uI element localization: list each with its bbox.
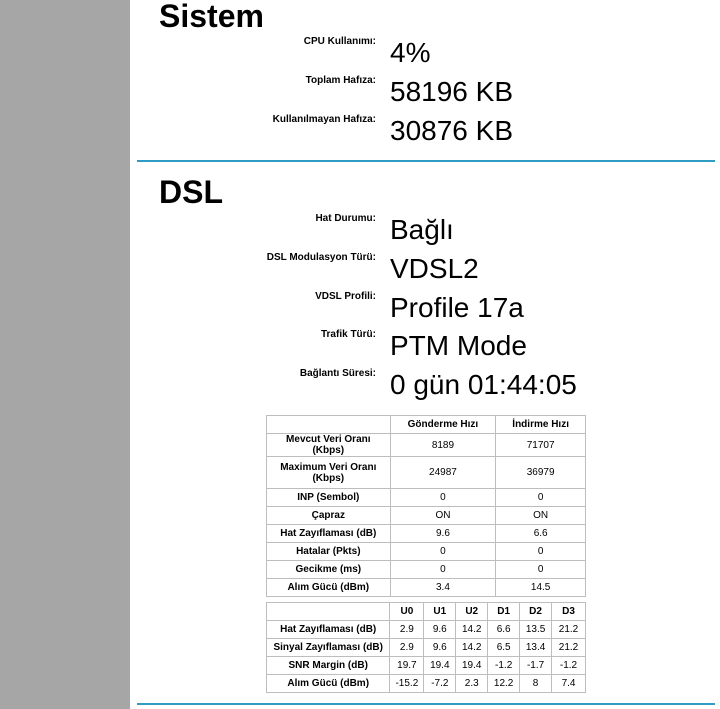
table-cell: 0 [496, 543, 586, 561]
table-cell: 14.5 [496, 579, 586, 597]
modulation-type-row [137, 252, 720, 291]
table-row [267, 525, 586, 543]
table-cell: 9.6 [424, 621, 456, 639]
table-header-cell: U2 [456, 603, 488, 621]
table-header-cell: U0 [390, 603, 424, 621]
table-row [267, 639, 586, 657]
total-memory-row [137, 75, 720, 114]
table-row [267, 675, 586, 693]
table-cell: ON [390, 507, 496, 525]
table-cell: 8189 [390, 434, 496, 457]
table-cell: 0 [496, 561, 586, 579]
table-cell: 19.4 [424, 657, 456, 675]
table-header-cell: D1 [488, 603, 520, 621]
table-row [267, 457, 586, 489]
cpu-usage-value: 4% [390, 37, 431, 68]
table-cell: 14.2 [456, 639, 488, 657]
row-label: Hat Zayıflaması (dB) [267, 621, 390, 639]
row-label: Alım Gücü (dBm) [267, 579, 391, 597]
table-cell: 0 [390, 489, 496, 507]
table-cell: 71707 [496, 434, 586, 457]
table-cell: 9.6 [424, 639, 456, 657]
modulation-type-value: VDSL2 [390, 253, 479, 284]
vdsl-profile-label: VDSL Profili: [315, 291, 376, 302]
row-label: Gecikme (ms) [267, 561, 391, 579]
table-cell: 36979 [496, 457, 586, 489]
table-header-cell [267, 603, 390, 621]
free-memory-value: 30876 KB [390, 115, 513, 146]
row-label: Çapraz [267, 507, 391, 525]
dsl-band-table [266, 602, 586, 693]
table-header-cell: D3 [552, 603, 586, 621]
vdsl-profile-value: Profile 17a [390, 292, 524, 323]
cpu-usage-row [137, 36, 720, 75]
vdsl-profile-row [137, 291, 720, 330]
table-cell: 2.3 [456, 675, 488, 693]
table-cell: 19.4 [456, 657, 488, 675]
section-title-dsl: DSL [159, 174, 223, 210]
table-cell: 0 [496, 489, 586, 507]
table-cell: 14.2 [456, 621, 488, 639]
modulation-type-label: DSL Modulasyon Türü: [266, 252, 376, 263]
table-row [267, 579, 586, 597]
table-header-row [267, 603, 586, 621]
total-memory-label: Toplam Hafıza: [305, 75, 376, 86]
table-header-cell: Gönderme Hızı [390, 416, 496, 434]
row-label: Hat Zayıflaması (dB) [267, 525, 391, 543]
table-cell: 2.9 [390, 639, 424, 657]
sidebar [0, 0, 130, 709]
traffic-type-value: PTM Mode [390, 330, 527, 361]
table-cell: 13.4 [520, 639, 552, 657]
table-header-cell: D2 [520, 603, 552, 621]
row-label: Maximum Veri Oranı (Kbps) [267, 457, 391, 489]
table-cell: -1.2 [552, 657, 586, 675]
table-cell: -1.2 [488, 657, 520, 675]
connection-time-label: Bağlantı Süresi: [299, 368, 376, 379]
table-cell: 0 [390, 543, 496, 561]
table-cell: ON [496, 507, 586, 525]
row-label: SNR Margin (dB) [267, 657, 390, 675]
table-row [267, 507, 586, 525]
section-divider [137, 703, 715, 705]
table-cell: 6.6 [496, 525, 586, 543]
table-cell: 2.9 [390, 621, 424, 639]
traffic-type-row [137, 329, 720, 368]
section-title-sistem: Sistem [159, 0, 264, 34]
line-status-label: Hat Durumu: [315, 213, 376, 224]
table-row [267, 561, 586, 579]
table-row [267, 621, 586, 639]
table-header-cell: U1 [424, 603, 456, 621]
row-label: Mevcut Veri Oranı (Kbps) [267, 434, 391, 457]
table-cell: 21.2 [552, 639, 586, 657]
table-cell: 6.5 [488, 639, 520, 657]
table-cell: -1.7 [520, 657, 552, 675]
table-cell: -15.2 [390, 675, 424, 693]
connection-time-row [137, 368, 720, 407]
section-divider [137, 160, 715, 162]
table-cell: -7.2 [424, 675, 456, 693]
line-status-row [137, 213, 720, 252]
table-cell: 19.7 [390, 657, 424, 675]
row-label: INP (Sembol) [267, 489, 391, 507]
connection-time-value: 0 gün 01:44:05 [390, 369, 577, 400]
row-label: Alım Gücü (dBm) [267, 675, 390, 693]
table-row [267, 543, 586, 561]
row-label: Sinyal Zayıflaması (dB) [267, 639, 390, 657]
table-cell: 9.6 [390, 525, 496, 543]
traffic-type-label: Trafik Türü: [320, 329, 376, 340]
free-memory-row [137, 114, 720, 153]
table-row [267, 434, 586, 457]
table-cell: 7.4 [552, 675, 586, 693]
table-cell: 12.2 [488, 675, 520, 693]
table-cell: 8 [520, 675, 552, 693]
table-header-cell: İndirme Hızı [496, 416, 586, 434]
table-cell: 13.5 [520, 621, 552, 639]
table-row [267, 657, 586, 675]
status-content [137, 0, 720, 709]
table-cell: 21.2 [552, 621, 586, 639]
free-memory-label: Kullanılmayan Hafıza: [272, 114, 376, 125]
cpu-usage-label: CPU Kullanımı: [303, 36, 376, 47]
total-memory-value: 58196 KB [390, 76, 513, 107]
table-cell: 24987 [390, 457, 496, 489]
row-label: Hatalar (Pkts) [267, 543, 391, 561]
table-row [267, 489, 586, 507]
table-cell: 3.4 [390, 579, 496, 597]
table-header-cell [267, 416, 391, 434]
table-cell: 6.6 [488, 621, 520, 639]
line-status-value: Bağlı [390, 214, 454, 245]
table-cell: 0 [390, 561, 496, 579]
table-header-row [267, 416, 586, 434]
dsl-rates-table [266, 415, 586, 597]
